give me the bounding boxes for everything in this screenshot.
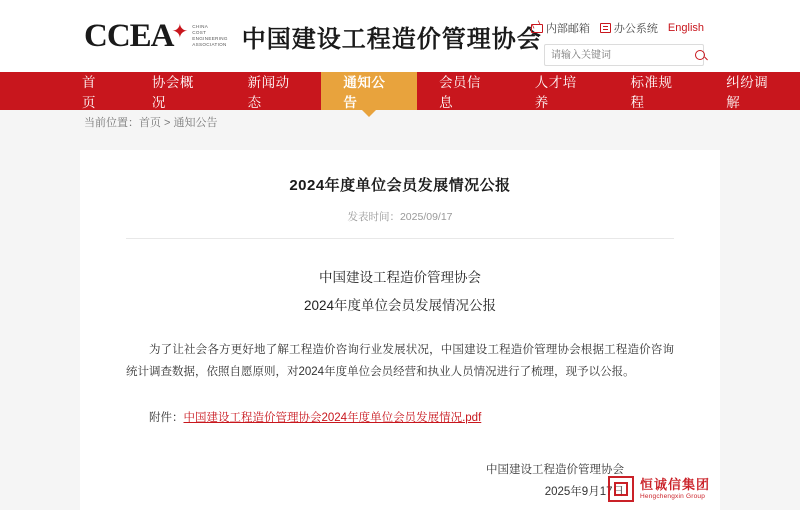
publish-label: 发表时间： <box>347 211 400 223</box>
attachment-label: 附件： <box>149 412 184 424</box>
site-title: 中国建设工程造价管理协会 <box>241 25 542 53</box>
nav-item-about[interactable]: 协会概况 <box>151 75 194 110</box>
logo-subtext <box>192 24 227 48</box>
signature-date: 2025年9月17日 <box>544 486 624 498</box>
watermark-name-cn: 恒诚信集团 <box>639 476 710 492</box>
office-icon <box>600 23 611 33</box>
main-navigation <box>0 72 800 110</box>
article-signature <box>126 459 674 503</box>
mail-icon <box>531 24 543 33</box>
logo-subtext-line-1: CHINA <box>192 23 209 29</box>
logo-wordmark: CCEA <box>84 17 174 54</box>
watermark <box>608 476 710 502</box>
article-paragraph: 为了让社会各方更好地了解工程造价咨询行业发展状况，中国建设工程造价管理协会根据工程造价咨询统计调查数据，依照自愿原则，对2024年度单位会员经营和执业人员情况进行了梳理，现予以公报。 <box>126 344 674 378</box>
site-logo[interactable] <box>84 19 542 54</box>
english-link[interactable]: English <box>667 22 704 34</box>
watermark-name-en: Hengchengxin Group <box>639 492 706 500</box>
nav-item-training[interactable]: 人才培养 <box>534 75 577 110</box>
site-header <box>0 0 800 72</box>
nav-item-members[interactable]: 会员信息 <box>439 75 482 110</box>
page-body <box>0 136 800 510</box>
attachment-row <box>126 409 674 425</box>
article-heading-line-1: 中国建设工程造价管理协会 <box>319 270 481 285</box>
logo-subtext-line-3: ENGINEERING <box>192 35 228 41</box>
nav-item-news[interactable]: 新闻动态 <box>247 75 290 110</box>
article-heading-line-2: 2024年度单位会员发展情况公报 <box>303 298 497 313</box>
article-title: 2024年度单位会员发展情况公报 <box>289 177 511 194</box>
search-input[interactable] <box>545 46 689 64</box>
search-button[interactable] <box>689 46 711 64</box>
logo-mark <box>84 17 228 54</box>
attachment-link[interactable]: 中国建设工程造价管理协会2024年度单位会员发展情况.pdf <box>183 412 482 424</box>
publish-date: 2025/09/17 <box>399 211 453 223</box>
nav-item-home[interactable]: 首页 <box>82 75 96 110</box>
breadcrumb-bar <box>0 110 800 136</box>
nav-item-mediation[interactable]: 纠纷调解 <box>726 75 769 110</box>
search-box[interactable] <box>544 44 704 66</box>
watermark-seal-icon <box>608 476 634 502</box>
office-system-link[interactable] <box>600 20 658 36</box>
logo-subtext-line-2: COST <box>192 29 207 35</box>
internal-mail-link[interactable] <box>531 20 590 36</box>
office-system-label: 办公系统 <box>613 23 658 35</box>
watermark-text <box>640 478 710 501</box>
article-publish-meta <box>126 209 674 224</box>
header-utility-area <box>544 20 704 66</box>
breadcrumb-separator: > <box>161 117 174 129</box>
breadcrumb-current-link[interactable]: 通知公告 <box>173 117 218 129</box>
search-icon <box>695 50 705 60</box>
nav-item-announcements[interactable]: 通知公告 <box>321 72 417 110</box>
breadcrumb-home-link[interactable]: 首页 <box>139 117 161 129</box>
article-card <box>80 150 720 510</box>
internal-mail-label: 内部邮箱 <box>545 23 590 35</box>
header-links <box>544 20 704 36</box>
article-divider <box>126 238 674 239</box>
breadcrumb <box>0 110 800 136</box>
signature-organization: 中国建设工程造价管理协会 <box>486 464 624 476</box>
breadcrumb-prefix: 当前位置： <box>84 117 139 129</box>
logo-subtext-line-4: ASSOCIATION <box>192 41 227 47</box>
nav-item-standards[interactable]: 标准规程 <box>630 75 673 110</box>
star-icon: ✦ <box>171 20 189 43</box>
